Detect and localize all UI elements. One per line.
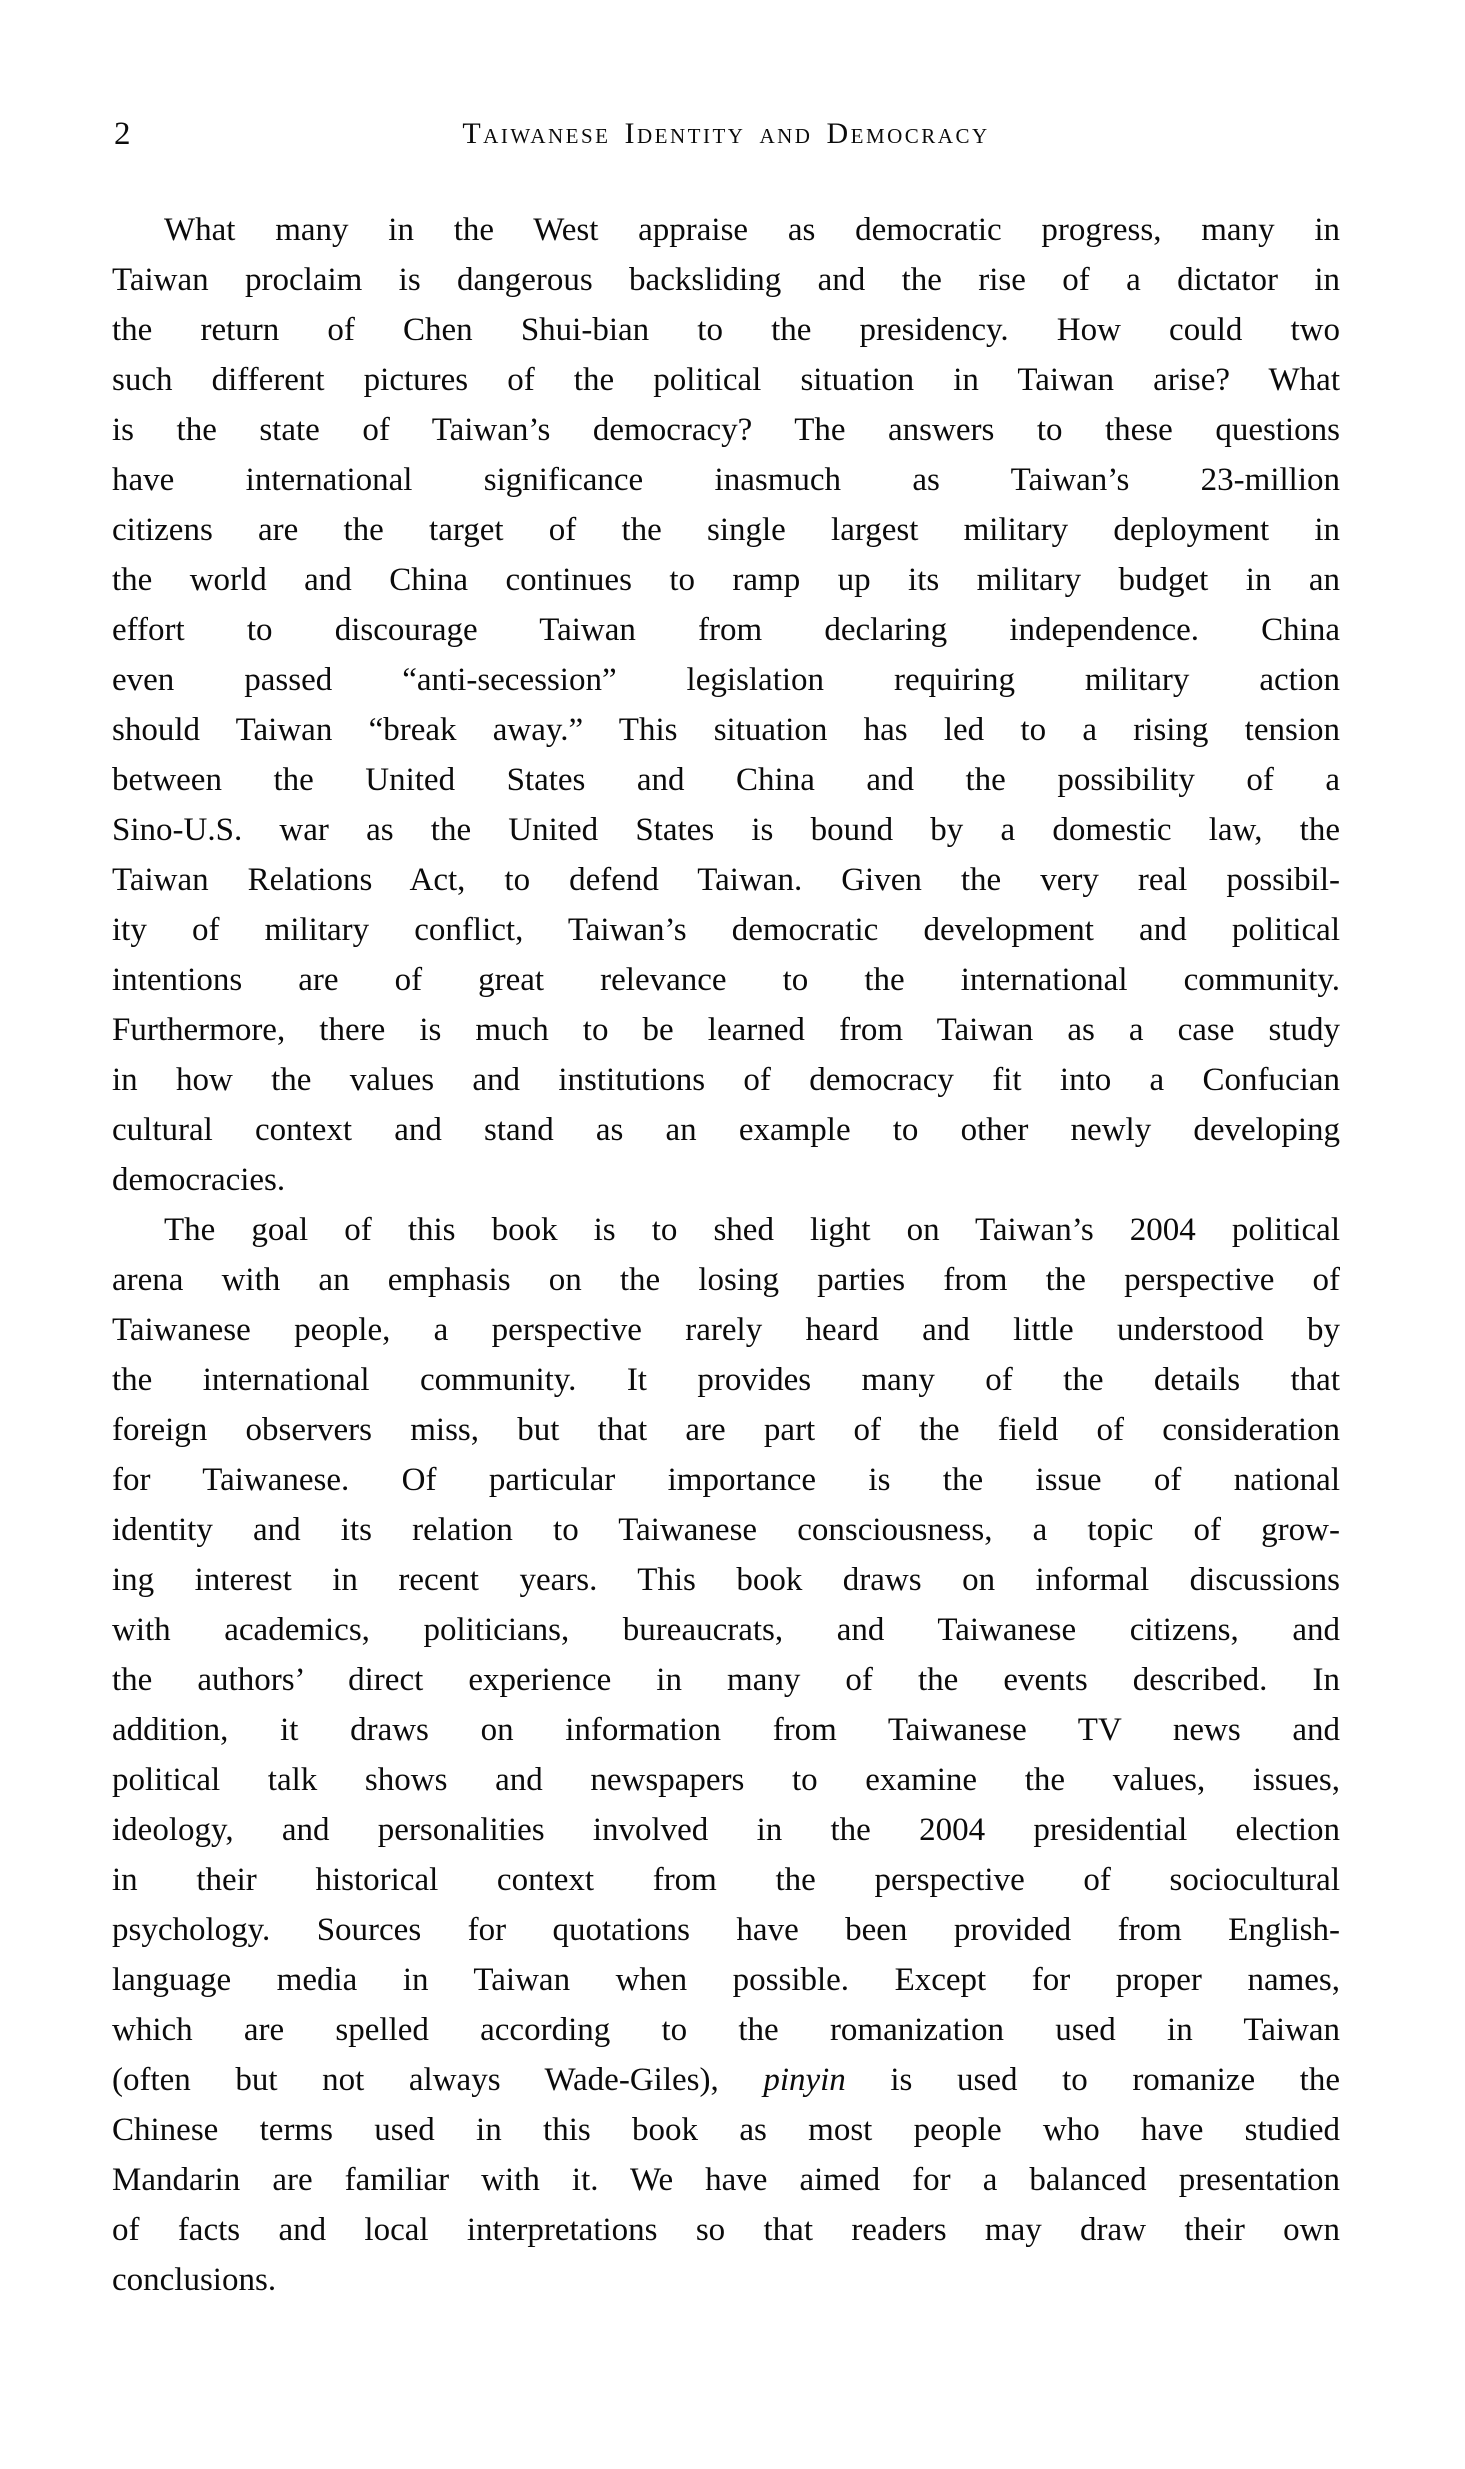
text-line: cultural context and stand as an example to other newly developing bbox=[112, 1112, 1340, 1148]
text-line: addition, it draws on information from Taiwanese TV news and bbox=[112, 1712, 1340, 1748]
text-line: with academics, politicians, bureaucrats, and Taiwanese citizens, and bbox=[112, 1612, 1340, 1648]
text-line: the authors’ direct experience in many of the events described. In bbox=[112, 1662, 1340, 1698]
page-number: 2 bbox=[114, 116, 131, 152]
text-line: between the United States and China and the possibility of a bbox=[112, 762, 1340, 798]
text-line: citizens are the target of the single largest military deployment in bbox=[112, 512, 1340, 548]
text-line: democracies. bbox=[112, 1162, 286, 1198]
running-header-title: Taiwanese Identity and Democracy bbox=[462, 117, 990, 150]
text-line: is the state of Taiwan’s democracy? The answers to these questions bbox=[112, 412, 1340, 448]
text-line: which are spelled according to the romanization used in Taiwan bbox=[112, 2012, 1340, 2048]
text-line: ing interest in recent years. This book draws on informal discussions bbox=[112, 1562, 1340, 1598]
text-line: have international significance inasmuch as Taiwan’s 23-million bbox=[112, 462, 1340, 498]
text-line: Mandarin are familiar with it. We have aimed for a balanced presentation bbox=[112, 2162, 1340, 2198]
text-line: should Taiwan “break away.” This situation has led to a rising tension bbox=[112, 712, 1340, 748]
italic-term: pinyin bbox=[763, 2062, 846, 2098]
text-line: Chinese terms used in this book as most people who have studied bbox=[112, 2112, 1340, 2148]
text-line bbox=[112, 2055, 1340, 2105]
text-line: ity of military conflict, Taiwan’s democratic development and political bbox=[112, 912, 1340, 948]
text-line: the return of Chen Shui-bian to the presidency. How could two bbox=[112, 312, 1340, 348]
text-line: Taiwan proclaim is dangerous backsliding and the rise of a dictator in bbox=[112, 262, 1340, 298]
text-line: in how the values and institutions of democracy fit into a Confucian bbox=[112, 1062, 1340, 1098]
text-line: foreign observers miss, but that are part of the field of consideration bbox=[112, 1412, 1340, 1448]
text-line: for Taiwanese. Of particular importance is the issue of national bbox=[112, 1462, 1340, 1498]
text-line: conclusions. bbox=[112, 2262, 277, 2298]
text-line: psychology. Sources for quotations have been provided from English- bbox=[112, 1912, 1340, 1948]
text-line: identity and its relation to Taiwanese consciousness, a topic of grow- bbox=[112, 1512, 1340, 1548]
text-line: arena with an emphasis on the losing parties from the perspective of bbox=[112, 1262, 1340, 1298]
text-line: language media in Taiwan when possible. Except for proper names, bbox=[112, 1962, 1340, 1998]
text-line: of facts and local interpretations so that readers may draw their own bbox=[112, 2212, 1340, 2248]
text-segment: is used to romanize the bbox=[845, 2062, 1340, 2098]
text-line: in their historical context from the perspective of sociocultural bbox=[112, 1862, 1340, 1898]
text-line: Furthermore, there is much to be learned from Taiwan as a case study bbox=[112, 1012, 1340, 1048]
text-line: effort to discourage Taiwan from declaring independence. China bbox=[112, 612, 1340, 648]
text-line: Sino-U.S. war as the United States is bound by a domestic law, the bbox=[112, 812, 1340, 848]
text-segment: (often but not always Wade-Giles), bbox=[112, 2062, 764, 2098]
text-line: Taiwanese people, a perspective rarely heard and little understood by bbox=[112, 1312, 1340, 1348]
text-line: intentions are of great relevance to the international community. bbox=[112, 962, 1340, 998]
text-line: the international community. It provides many of the details that bbox=[112, 1362, 1340, 1398]
text-line: What many in the West appraise as democratic progress, many in bbox=[164, 212, 1340, 248]
text-line: political talk shows and newspapers to examine the values, issues, bbox=[112, 1762, 1340, 1798]
text-line: even passed “anti-secession” legislation requiring military action bbox=[112, 662, 1340, 698]
text-line: ideology, and personalities involved in the 2004 presidential election bbox=[112, 1812, 1340, 1848]
page-body bbox=[112, 205, 1340, 2305]
page-header bbox=[112, 116, 1340, 156]
text-line: such different pictures of the political situation in Taiwan arise? What bbox=[112, 362, 1340, 398]
text-line: The goal of this book is to shed light on Taiwan’s 2004 political bbox=[164, 1212, 1340, 1248]
text-line: the world and China continues to ramp up its military budget in an bbox=[112, 562, 1340, 598]
text-line: Taiwan Relations Act, to defend Taiwan. Given the very real possibil- bbox=[112, 862, 1340, 898]
